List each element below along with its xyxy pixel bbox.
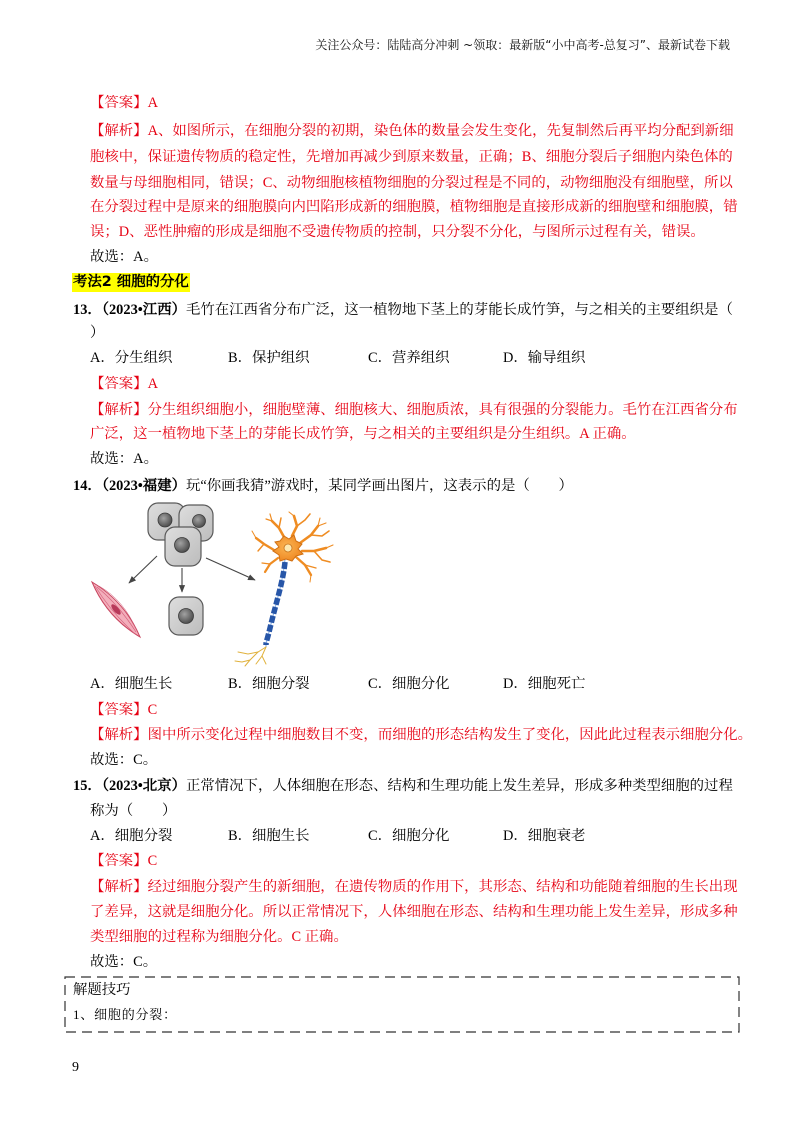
cell-nucleus bbox=[193, 515, 206, 528]
option-b: B．细胞分裂 bbox=[228, 676, 310, 692]
section-title: 考法2 细胞的分化 bbox=[73, 274, 189, 290]
question-stem bbox=[73, 776, 733, 796]
option-c: C．细胞分化 bbox=[368, 828, 450, 844]
question-text: 毛竹在江西省分布广泛，这一植物地下茎上的芽能长成竹笋，与之相关的主要组织是（ bbox=[185, 302, 733, 318]
parent-cell bbox=[165, 527, 201, 566]
neuron-axon bbox=[266, 559, 285, 647]
answer-label: 【答案】C bbox=[90, 702, 158, 718]
analysis-line: 类型细胞的过程称为细胞分化。C 正确。 bbox=[90, 929, 348, 945]
choice-line: 故选：A。 bbox=[90, 249, 158, 265]
page-number: 9 bbox=[72, 1060, 79, 1075]
question-text-continued: ） bbox=[90, 325, 105, 341]
option-a: A．细胞生长 bbox=[90, 676, 173, 692]
analysis-line: 【解析】经过细胞分裂产生的新细胞，在遗传物质的作用下，其形态、结构和功能随着细胞的生长出现 bbox=[90, 879, 738, 895]
neuron bbox=[235, 512, 333, 666]
option-c: C．细胞分化 bbox=[368, 676, 450, 692]
option-d: D．细胞衰老 bbox=[503, 828, 586, 844]
arrow-to-muscle-cell bbox=[129, 556, 157, 583]
analysis-line: 【解析】A、如图所示，在细胞分裂的初期，染色体的数量会发生变化，先复制然后再平均分配到新细 bbox=[90, 123, 734, 139]
analysis-line: 数量与母细胞相同，错误；C、动物细胞核植物细胞的分裂过程是不同的，动物细胞没有细胞壁，所以 bbox=[90, 175, 733, 191]
neuron-nucleus bbox=[284, 544, 292, 552]
question-stem bbox=[73, 476, 573, 496]
analysis-line: 【解析】分生组织细胞小，细胞壁薄、细胞核大、细胞质浓，具有很强的分裂能力。毛竹在江西省分布 bbox=[90, 402, 738, 418]
option-c: C．营养组织 bbox=[368, 350, 450, 366]
question-text: 玩“你画我猜”游戏时，某同学画出图片，这表示的是（ ） bbox=[185, 478, 573, 494]
analysis-line: 胞核中，保证遗传物质的稳定性，先增加再减少到原来数量，正确；B、细胞分裂后子细胞内染色体的 bbox=[90, 149, 733, 165]
question-text-continued: 称为（ ） bbox=[90, 803, 177, 819]
question-source: （2023•江西） bbox=[101, 302, 186, 318]
muscle-cell bbox=[92, 582, 140, 637]
question-number: 15． bbox=[73, 778, 102, 794]
answer-label: 【答案】C bbox=[90, 853, 158, 869]
arrow-to-neuron bbox=[206, 558, 255, 580]
question-source: （2023•北京） bbox=[101, 778, 186, 794]
option-d: D．输导组织 bbox=[503, 350, 586, 366]
cell-nucleus bbox=[179, 609, 194, 624]
cell-nucleus bbox=[158, 513, 172, 527]
option-d: D．细胞死亡 bbox=[503, 676, 586, 692]
axon-terminals bbox=[235, 647, 266, 666]
cell-nucleus bbox=[175, 538, 190, 553]
question-text: 正常情况下，人体细胞在形态、结构和生理功能上发生差异，形成多种类型细胞的过程 bbox=[185, 778, 733, 794]
question-number: 13． bbox=[73, 302, 102, 318]
daughter-cell bbox=[169, 597, 203, 635]
analysis-line: 广泛，这一植物地下茎上的芽能长成竹笋，与之相关的主要组织是分生组织。A 正确。 bbox=[90, 426, 636, 442]
choice-line: 故选：C。 bbox=[90, 954, 158, 970]
question-number: 14． bbox=[73, 478, 102, 494]
tips-box-item: 1、细胞的分裂： bbox=[73, 1007, 177, 1022]
choice-line: 故选：C。 bbox=[90, 752, 158, 768]
answer-label: 【答案】A bbox=[90, 95, 158, 111]
page-header: 关注公众号：陆陆高分冲刺 ~领取：最新版“小中高考-总复习”、最新试卷下载 bbox=[315, 38, 730, 52]
option-a: A．分生组织 bbox=[90, 350, 173, 366]
analysis-line: 误；D、恶性肿瘤的形成是细胞不受遗传物质的控制，只分裂不分化，与图所示过程有关，错误。 bbox=[90, 224, 705, 240]
option-b: B．保护组织 bbox=[228, 350, 310, 366]
question-stem bbox=[73, 300, 733, 320]
analysis-line: 【解析】图中所示变化过程中细胞数目不变，而细胞的形态结构发生了变化，因此此过程表示细胞分化。 bbox=[90, 727, 752, 743]
option-a: A．细胞分裂 bbox=[90, 828, 173, 844]
parent-cell-cluster bbox=[148, 503, 213, 566]
option-b: B．细胞生长 bbox=[228, 828, 310, 844]
analysis-line: 了差异，这就是细胞分化。所以正常情况下，人体细胞在形态、结构和生理功能上发生差异，形成多种 bbox=[90, 904, 738, 920]
question-source: （2023•福建） bbox=[101, 478, 186, 494]
tips-box-title: 解题技巧 bbox=[73, 982, 131, 998]
cell-differentiation-figure bbox=[80, 495, 340, 670]
choice-line: 故选：A。 bbox=[90, 451, 158, 467]
answer-label: 【答案】A bbox=[90, 376, 158, 392]
analysis-line: 在分裂过程中是原来的细胞膜向内凹陷形成新的细胞膜，植物细胞是直接形成新的细胞壁和细胞膜，错 bbox=[90, 199, 738, 215]
